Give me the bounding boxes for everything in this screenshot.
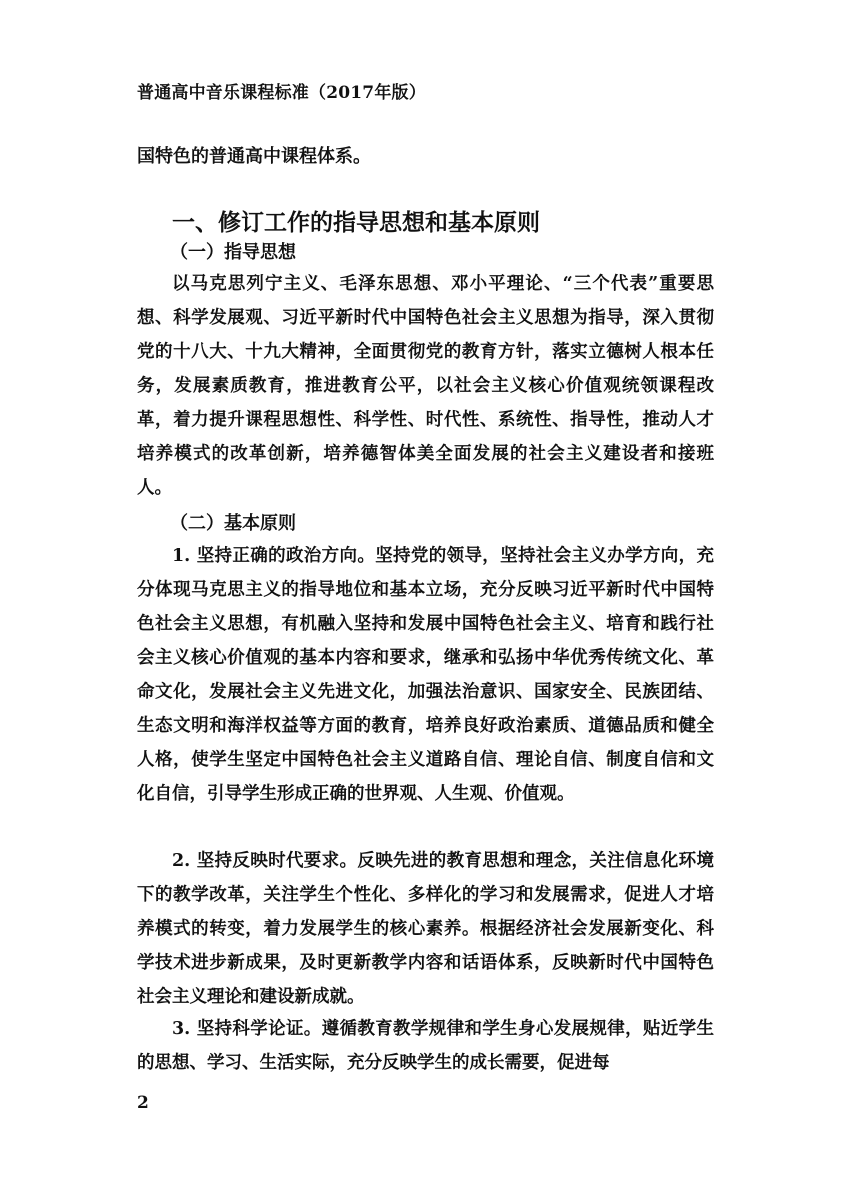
subsection-heading-basic-principles: （二）基本原则 (170, 513, 296, 534)
paragraph-principle-times-requirements: 2. 坚持反映时代要求。反映先进的教育思想和理念，关注信息化环境下的教学改革，关注学生个性化、多样化的学习和发展需求，促进人才培养模式的转变，着力发展学生的核心素养。根据经济社会发展新变化、科学技术进步新成果，及时更新教学内容和话语体系，反映新时代中国特色社会主义理论和建设新成就。 (137, 851, 714, 1007)
running-header: 普通高中音乐课程标准（2017年版） (137, 83, 426, 103)
paragraph-guiding-ideology: 以马克思列宁主义、毛泽东思想、邓小平理论、“三个代表”重要思想、科学发展观、习近平新时代中国特色社会主义思想为指导，深入贯彻党的十八大、十九大精神，全面贯彻党的教育方针，落实立德树人根本任务，发展素质教育，推进教育公平，以社会主义核心价值观统领课程改革，着力提升课程思想性、科学性、时代性、系统性、指导性，推动人才培养模式的改革创新，培养德智体美全面发展的社会主义建设者和接班人。 (137, 274, 714, 498)
paragraph-principle-political-direction: 1. 坚持正确的政治方向。坚持党的领导，坚持社会主义办学方向，充分体现马克思主义的指导地位和基本立场，充分反映习近平新时代中国特色社会主义思想，有机融入坚持和发展中国特色社会主义、培育和践行社会主义核心价值观的基本内容和要求，继承和弘扬中华优秀传统文化、革命文化，发展社会主义先进文化，加强法治意识、国家安全、民族团结、生态文明和海洋权益等方面的教育，培养良好政治素质、道德品质和健全人格，使学生坚定中国特色社会主义道路自信、理论自信、制度自信和文化自信，引导学生形成正确的世界观、人生观、价值观。 (137, 546, 714, 804)
section-title: 一、修订工作的指导思想和基本原则 (172, 209, 540, 236)
carryover-text: 国特色的普通高中课程体系。 (137, 146, 371, 167)
subsection-heading-guiding-ideology: （一）指导思想 (170, 242, 296, 263)
paragraph-principle-scientific-argument: 3. 坚持科学论证。遵循教育教学规律和学生身心发展规律，贴近学生的思想、学习、生活实际，充分反映学生的成长需要，促进每 (137, 1019, 714, 1073)
page-number: 2 (137, 1093, 149, 1113)
